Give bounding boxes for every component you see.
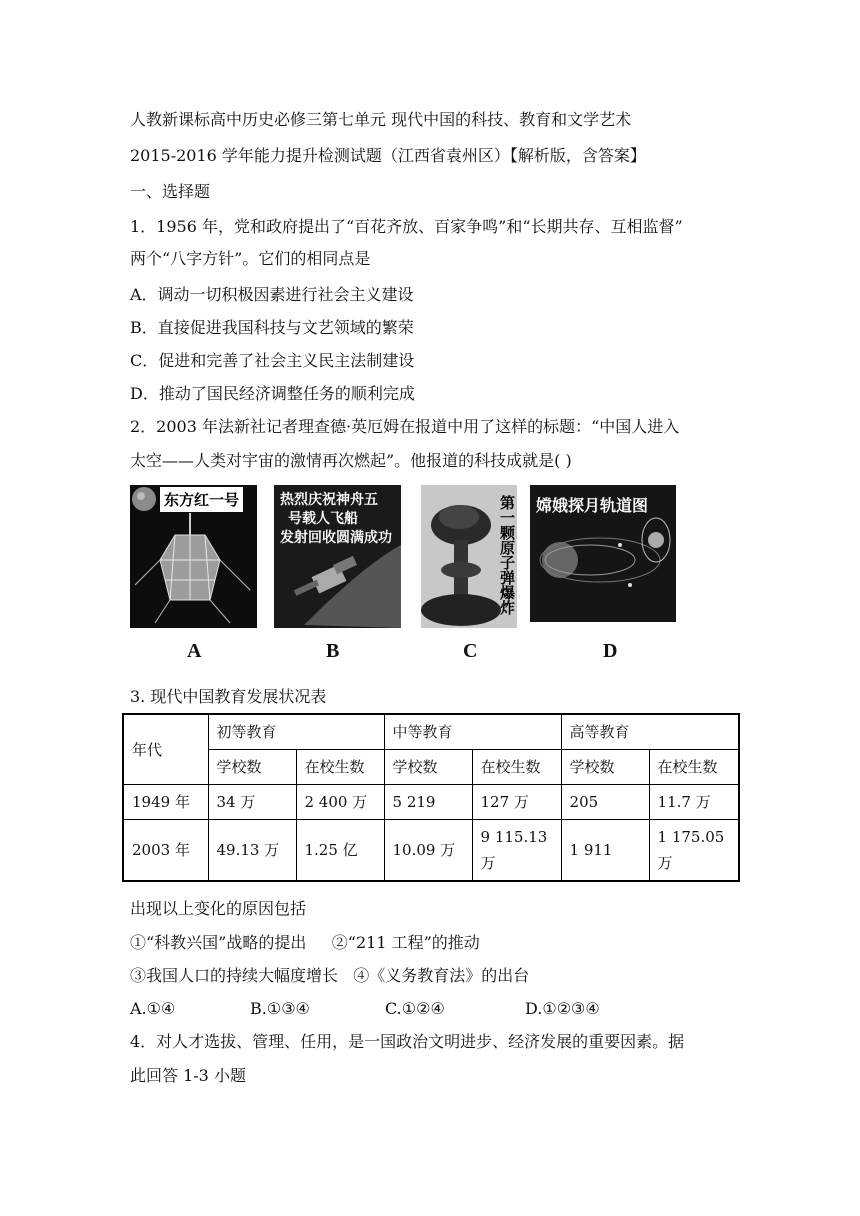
q1-option-c: C．促进和完善了社会主义民主法制建设	[130, 351, 415, 370]
subheader: 学校数	[561, 750, 649, 785]
q2-stem-line-2: 太空——人类对宇宙的激情再次燃起”。他报道的科技成就是( )	[130, 451, 572, 470]
table-cell: 1 175.05 万	[649, 820, 739, 882]
image-c-caption: 第一颗原子弹爆炸	[498, 495, 516, 615]
table-header-row	[123, 714, 739, 750]
q3-reasons-line-1: ①“科教兴国”战略的提出 ②“211 工程”的推动	[130, 933, 480, 952]
table-cell: 11.7 万	[649, 785, 739, 820]
group-header-secondary: 中等教育	[384, 714, 561, 750]
q1-option-d: D．推动了国民经济调整任务的顺利完成	[130, 384, 415, 403]
image-b-caption-line-2: 号载人飞船	[288, 511, 358, 527]
subheader: 在校生数	[296, 750, 384, 785]
image-c-atomic-bomb	[421, 485, 517, 628]
image-d-letter: D	[603, 640, 618, 662]
q3-after-text: 出现以上变化的原因包括	[130, 899, 307, 918]
q1-stem-line-1: 1．1956 年，党和政府提出了“百花齐放、百家争鸣”和“长期共存、互相监督”	[130, 217, 683, 236]
subheader: 学校数	[384, 750, 472, 785]
year-header: 年代	[123, 714, 208, 785]
q1-option-a: A．调动一切积极因素进行社会主义建设	[130, 285, 414, 304]
group-header-primary: 初等教育	[208, 714, 384, 750]
group-header-higher: 高等教育	[561, 714, 739, 750]
q3-choice-a: A.①④	[130, 999, 176, 1018]
image-d-change-orbit	[530, 485, 676, 622]
image-b-caption	[280, 491, 392, 548]
q3-reasons-line-2: ③我国人口的持续大幅度增长 ④《义务教育法》的出台	[130, 966, 530, 985]
image-b-caption-line-1: 热烈庆祝神舟五	[280, 492, 378, 508]
subheader: 在校生数	[649, 750, 739, 785]
doc-title-line-1: 人教新课标高中历史必修三第七单元 现代中国的科技、教育和文学艺术	[130, 110, 632, 129]
doc-title-line-2: 2015-2016 学年能力提升检测试题（江西省袁州区）【解析版，含答案】	[130, 146, 646, 165]
q3-choice-c: C.①②④	[385, 999, 445, 1018]
table-cell: 10.09 万	[384, 820, 472, 882]
image-b-shenzhou	[274, 485, 401, 628]
education-table	[122, 713, 740, 882]
table-cell: 2 400 万	[296, 785, 384, 820]
image-b-letter: B	[326, 640, 340, 662]
table-subheader-row	[123, 750, 739, 785]
row-year: 2003 年	[123, 820, 208, 882]
row-year: 1949 年	[123, 785, 208, 820]
image-c-letter: C	[463, 640, 478, 662]
image-b-caption-line-3: 发射回收圆满成功	[280, 530, 392, 546]
section-heading: 一、选择题	[130, 182, 211, 201]
q3-stem: 3. 现代中国教育发展状况表	[130, 687, 327, 706]
q4-stem-line-2: 此回答 1-3 小题	[130, 1066, 246, 1085]
q3-choices	[130, 999, 600, 1019]
q4-stem-line-1: 4．对人才选拔、管理、任用，是一国政治文明进步、经济发展的重要因素。据	[130, 1032, 685, 1051]
subheader: 在校生数	[472, 750, 561, 785]
table-cell: 9 115.13 万	[472, 820, 561, 882]
image-a-caption: 东方红一号	[160, 487, 243, 512]
q1-stem-line-2: 两个“八字方针”。它们的相同点是	[130, 249, 371, 268]
subheader: 学校数	[208, 750, 296, 785]
table-cell: 1 911	[561, 820, 649, 882]
q1-option-b: B．直接促进我国科技与文艺领域的繁荣	[130, 318, 414, 337]
table-cell: 1.25 亿	[296, 820, 384, 882]
image-d-caption: 嫦娥探月轨道图	[536, 496, 649, 515]
image-a-letter: A	[187, 640, 202, 662]
table-cell: 49.13 万	[208, 820, 296, 882]
table-cell: 205	[561, 785, 649, 820]
table-cell: 127 万	[472, 785, 561, 820]
table-cell: 5 219	[384, 785, 472, 820]
q3-choice-b: B.①③④	[250, 999, 310, 1018]
table-row	[123, 820, 739, 882]
q2-stem-line-1: 2．2003 年法新社记者理查德·英厄姆在报道中用了这样的标题：“中国人进入	[130, 417, 680, 436]
q3-choice-d: D.①②③④	[525, 999, 600, 1018]
table-cell: 34 万	[208, 785, 296, 820]
image-a-satellite	[130, 485, 257, 628]
table-row	[123, 785, 739, 820]
